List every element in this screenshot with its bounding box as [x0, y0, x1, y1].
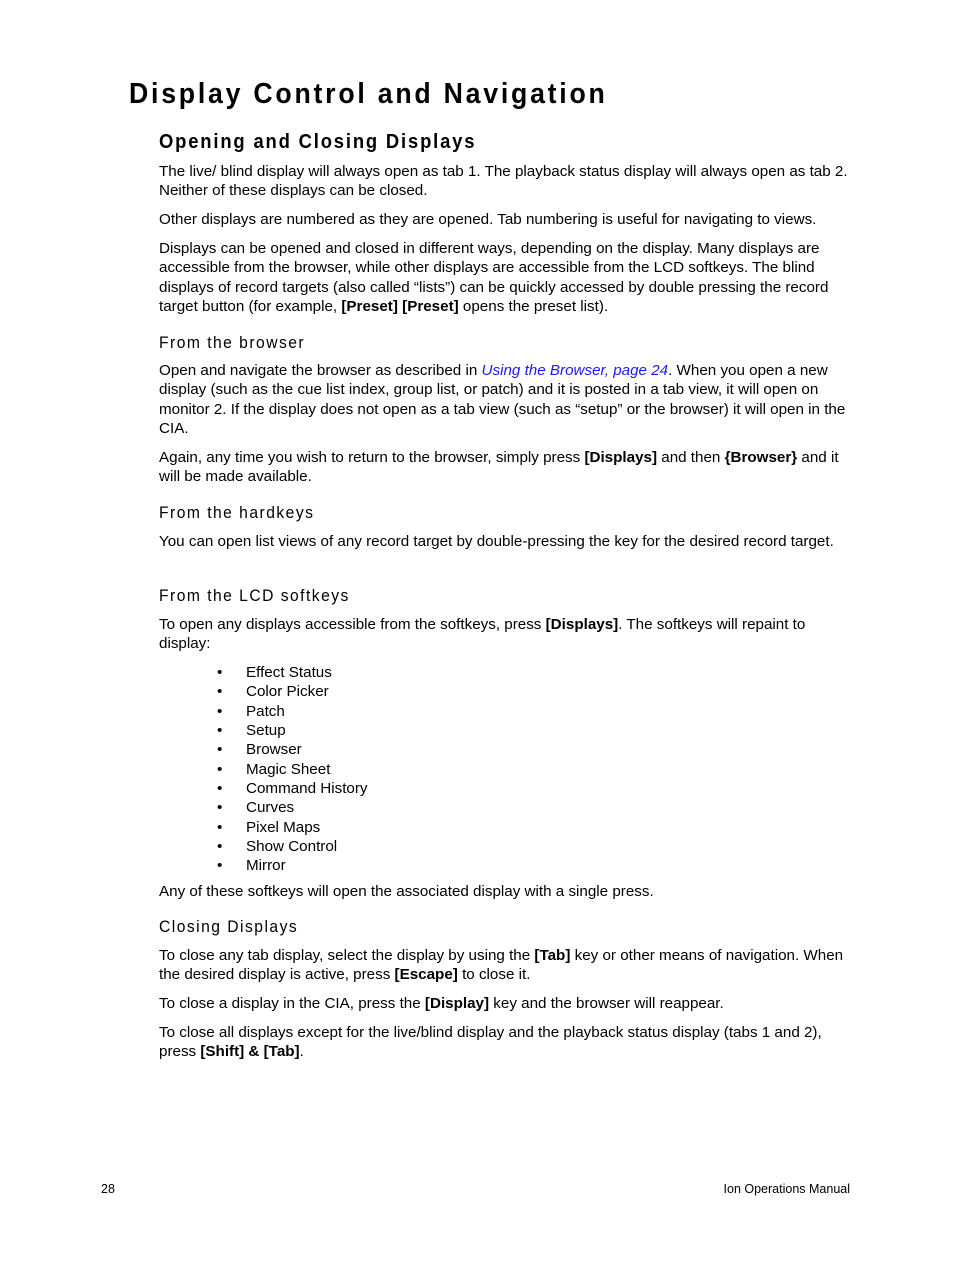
- list-item-label: Mirror: [246, 857, 286, 875]
- key-escape: [Escape]: [394, 966, 458, 984]
- list-item-label: Browser: [246, 741, 302, 759]
- text-span: to close it.: [457, 966, 531, 984]
- key-displays: [Displays]: [584, 449, 658, 466]
- list-item: [217, 682, 368, 701]
- bullet: •: [217, 857, 223, 875]
- list-item-label: Color Picker: [246, 683, 329, 701]
- list-item-label: Patch: [246, 702, 285, 720]
- text-span: Displays can be opened and closed in different ways, depending on the display. Many displays are accessible from the browser, while other displays are accessible from the LCD softkeys. The blind displays of record targets (also called “lists”) can be quickly accessed by double pressing the record target button (for example,: [159, 240, 829, 315]
- list-item: [217, 760, 368, 779]
- list-item-label: Setup: [246, 722, 286, 740]
- softkey-browser: {Browser}: [724, 449, 798, 466]
- text-span: . The softkeys will repaint to display:: [159, 616, 806, 653]
- bullet: •: [217, 799, 223, 817]
- paragraph-hardkeys: You can open list views of any record target by double-pressing the key for the desired record target.: [159, 533, 834, 550]
- text-span: and then: [657, 449, 725, 466]
- bullet: •: [217, 664, 223, 681]
- paragraph-browser-navigate: [159, 361, 857, 438]
- key-shift-tab: [Shift] & [Tab]: [200, 1043, 300, 1061]
- bullet: •: [217, 722, 223, 740]
- list-item: [217, 721, 368, 740]
- list-item: [217, 740, 368, 759]
- list-item-label: Command History: [246, 780, 368, 798]
- bullet: •: [217, 818, 223, 836]
- list-item-label: Pixel Maps: [246, 818, 321, 836]
- list-item: [217, 798, 368, 817]
- subheading-from-hardkeys: From the hardkeys: [159, 503, 315, 522]
- paragraph-close-all: [159, 1023, 857, 1062]
- list-item: [217, 663, 368, 682]
- bullet: •: [217, 683, 223, 701]
- text-span: .: [299, 1043, 304, 1061]
- text-span: To close any tab display, select the display by using the: [159, 947, 535, 964]
- paragraph-tab-defaults: The live/ blind display will always open as tab 1. The playback status display will always open as tab 2. Neither of these displays can be closed.: [159, 163, 848, 200]
- paragraph-softkeys-intro: [159, 615, 857, 654]
- list-item-label: Curves: [246, 799, 295, 817]
- list-item: [217, 818, 368, 837]
- paragraph-close-cia: [159, 994, 857, 1013]
- text-span: Open and navigate the browser as described in: [159, 362, 482, 379]
- key-display: [Display]: [424, 995, 490, 1012]
- list-item-label: Show Control: [246, 838, 338, 856]
- list-item: [217, 856, 368, 875]
- text-span: To close all displays except for the live/blind display and the playback status display (tabs 1 and 2), press: [159, 1024, 822, 1061]
- paragraph-browser-return: [159, 448, 857, 487]
- text-span: key and the browser will reappear.: [489, 995, 724, 1012]
- subheading-from-browser: From the browser: [159, 333, 306, 352]
- key-displays: [Displays]: [545, 616, 619, 633]
- paragraph-softkeys-single-press: Any of these softkeys will open the associated display with a single press.: [159, 883, 654, 900]
- cross-reference-link[interactable]: Using the Browser, page 24: [481, 362, 669, 379]
- bullet: •: [217, 702, 223, 720]
- section-heading-opening-closing: Opening and Closing Displays: [159, 131, 477, 153]
- paragraph-close-tab: [159, 946, 857, 985]
- bullet: •: [217, 838, 223, 856]
- subheading-closing-displays: Closing Displays: [159, 917, 299, 936]
- bullet: •: [217, 780, 223, 798]
- paragraph-tab-numbering: Other displays are numbered as they are opened. Tab numbering is useful for navigating to views.: [159, 211, 817, 228]
- list-item: [217, 837, 368, 856]
- footer-page-number: 28: [101, 1182, 115, 1196]
- list-item: [217, 702, 368, 721]
- softkey-display-list: [217, 663, 368, 876]
- key-tab: [Tab]: [534, 947, 571, 964]
- text-span: and it will be made available.: [159, 449, 839, 486]
- bullet: •: [217, 760, 223, 778]
- text-span: . When you open a new display (such as the cue list index, group list, or patch) and it is posted in a tab view, it will open on monitor 2. If the display does not open as a tab view (such as “setup” or the browser) it will open in the CIA.: [159, 362, 846, 437]
- page-title: Display Control and Navigation: [129, 78, 608, 110]
- key-preset-preset: [Preset] [Preset]: [341, 297, 459, 315]
- text-span: opens the preset list).: [458, 297, 609, 315]
- bullet: •: [217, 741, 223, 759]
- list-item-label: Magic Sheet: [246, 760, 331, 778]
- subheading-from-lcd-softkeys: From the LCD softkeys: [159, 586, 350, 605]
- list-item: [217, 779, 368, 798]
- paragraph-open-close-ways: [159, 239, 857, 316]
- text-span: key or other means of navigation. When the desired display is active, press: [159, 947, 844, 984]
- text-span: To open any displays accessible from the softkeys, press: [159, 616, 546, 633]
- footer-manual-title: Ion Operations Manual: [723, 1182, 850, 1196]
- text-span: Again, any time you wish to return to the browser, simply press: [159, 449, 585, 466]
- text-span: To close a display in the CIA, press the: [159, 995, 425, 1012]
- list-item-label: Effect Status: [246, 664, 332, 681]
